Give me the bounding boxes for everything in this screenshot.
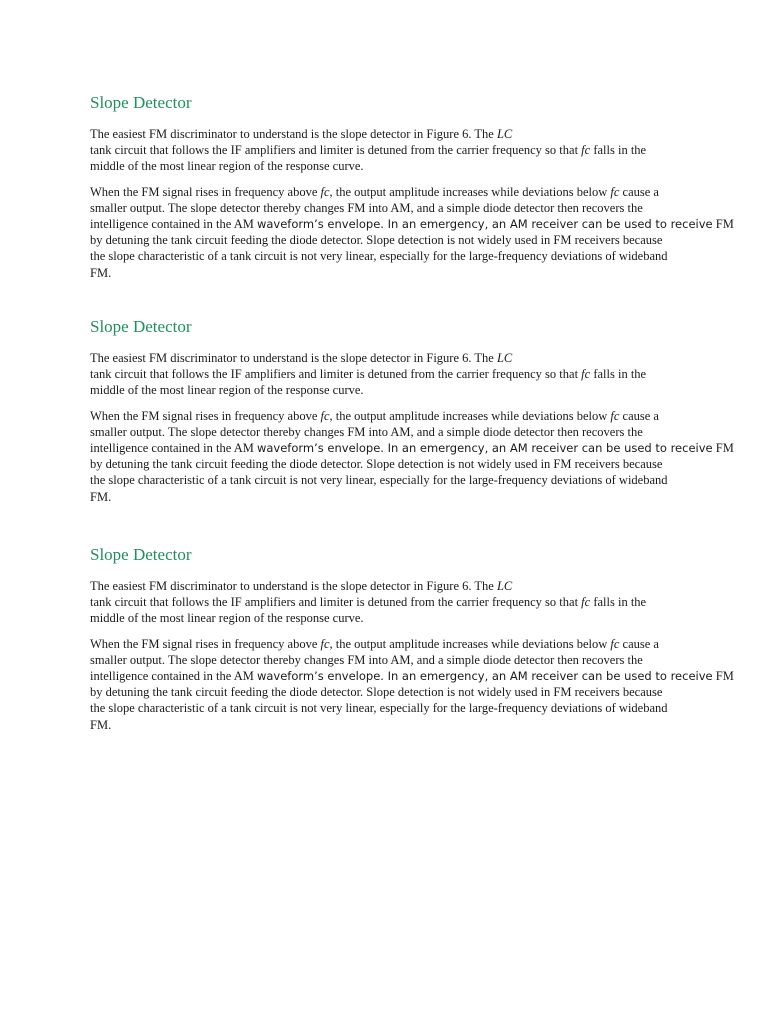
text-line [90,216,734,232]
paragraph-intro [90,350,690,399]
text-line [90,668,734,684]
italic-term: fc [581,595,591,610]
text-run: falls in the [590,595,647,610]
text-line [90,350,690,366]
paragraph-intro [90,578,690,627]
text-run: intelligence contained in the AM [90,441,257,456]
text-run: FM [712,669,734,684]
text-run: falls in the [590,143,647,158]
text-run-sans: waveform’s envelope. In an emergency, an AM receiver can be used to receive [256,669,713,684]
text-line [90,142,690,158]
text-run: , the output amplitude increases while deviations below [329,184,611,199]
text-line: the slope characteristic of a tank circuit is not very linear, especially for the large-frequency deviations of wideband [90,249,668,264]
text-run: The easiest FM discriminator to understand is the slope detector in Figure 6. The [90,351,497,365]
text-run: cause a [619,408,659,423]
text-line: middle of the most linear region of the response curve. [90,611,364,626]
text-line: smaller output. The slope detector thereby changes FM into AM, and a simple diode detector then recovers the [90,424,643,439]
text-line: by detuning the tank circuit feeding the diode detector. Slope detection is not widely used in FM receivers because [90,457,663,472]
italic-term: fc [320,184,330,199]
italic-term: fc [610,184,620,199]
text-line [90,578,690,594]
text-run-sans: waveform’s envelope. In an emergency, an AM receiver can be used to receive [256,217,713,232]
section-slope-detector-2 [90,316,734,514]
text-line: FM. [90,717,112,732]
italic-term: LC [496,127,513,141]
text-run: The easiest FM discriminator to understand is the slope detector in Figure 6. The [90,579,497,593]
section-heading: Slope Detector [90,545,192,564]
text-line [90,594,690,610]
paragraph-body [90,636,734,733]
text-line [90,126,690,142]
text-run: , the output amplitude increases while deviations below [329,408,611,423]
paragraph-intro [90,126,690,175]
text-line [90,636,690,652]
text-run: tank circuit that follows the IF amplifiers and limiter is detuned from the carrier frequency so that [90,143,582,158]
italic-term: fc [581,143,591,158]
text-line: smaller output. The slope detector thereby changes FM into AM, and a simple diode detector then recovers the [90,652,643,667]
text-line: the slope characteristic of a tank circuit is not very linear, especially for the large-frequency deviations of wideband [90,473,668,488]
text-line [90,408,690,424]
italic-term: LC [496,579,513,593]
paragraph-body [90,184,734,281]
text-run: When the FM signal rises in frequency above [90,408,321,423]
section-heading: Slope Detector [90,93,192,112]
italic-term: fc [320,408,330,423]
text-line: by detuning the tank circuit feeding the diode detector. Slope detection is not widely used in FM receivers because [90,233,663,248]
text-line: middle of the most linear region of the response curve. [90,159,364,174]
text-line [90,366,690,382]
section-slope-detector-3 [90,544,734,742]
text-line: the slope characteristic of a tank circuit is not very linear, especially for the large-frequency deviations of wideband [90,701,668,716]
italic-term: fc [610,408,620,423]
text-run: FM [712,441,734,456]
text-run-sans: waveform’s envelope. In an emergency, an AM receiver can be used to receive [256,441,713,456]
italic-term: fc [581,367,591,382]
section-slope-detector-1 [90,92,734,290]
text-line [90,440,734,456]
text-line: middle of the most linear region of the response curve. [90,383,364,398]
text-run: tank circuit that follows the IF amplifiers and limiter is detuned from the carrier frequency so that [90,367,582,382]
text-run: tank circuit that follows the IF amplifiers and limiter is detuned from the carrier frequency so that [90,595,582,610]
text-run: , the output amplitude increases while deviations below [329,636,611,651]
text-line: smaller output. The slope detector thereby changes FM into AM, and a simple diode detector then recovers the [90,200,643,215]
text-run: FM [712,217,734,232]
text-run: cause a [619,184,659,199]
italic-term: LC [496,351,513,365]
text-run: The easiest FM discriminator to understand is the slope detector in Figure 6. The [90,127,497,141]
text-run: falls in the [590,367,647,382]
text-line: FM. [90,489,112,504]
text-run: When the FM signal rises in frequency above [90,184,321,199]
section-heading: Slope Detector [90,317,192,336]
text-line: by detuning the tank circuit feeding the diode detector. Slope detection is not widely used in FM receivers because [90,685,663,700]
text-line: FM. [90,265,112,280]
text-run: cause a [619,636,659,651]
text-run: intelligence contained in the AM [90,669,257,684]
italic-term: fc [320,636,330,651]
italic-term: fc [610,636,620,651]
text-run: intelligence contained in the AM [90,217,257,232]
text-run: When the FM signal rises in frequency above [90,636,321,651]
paragraph-body [90,408,734,505]
text-line [90,184,690,200]
